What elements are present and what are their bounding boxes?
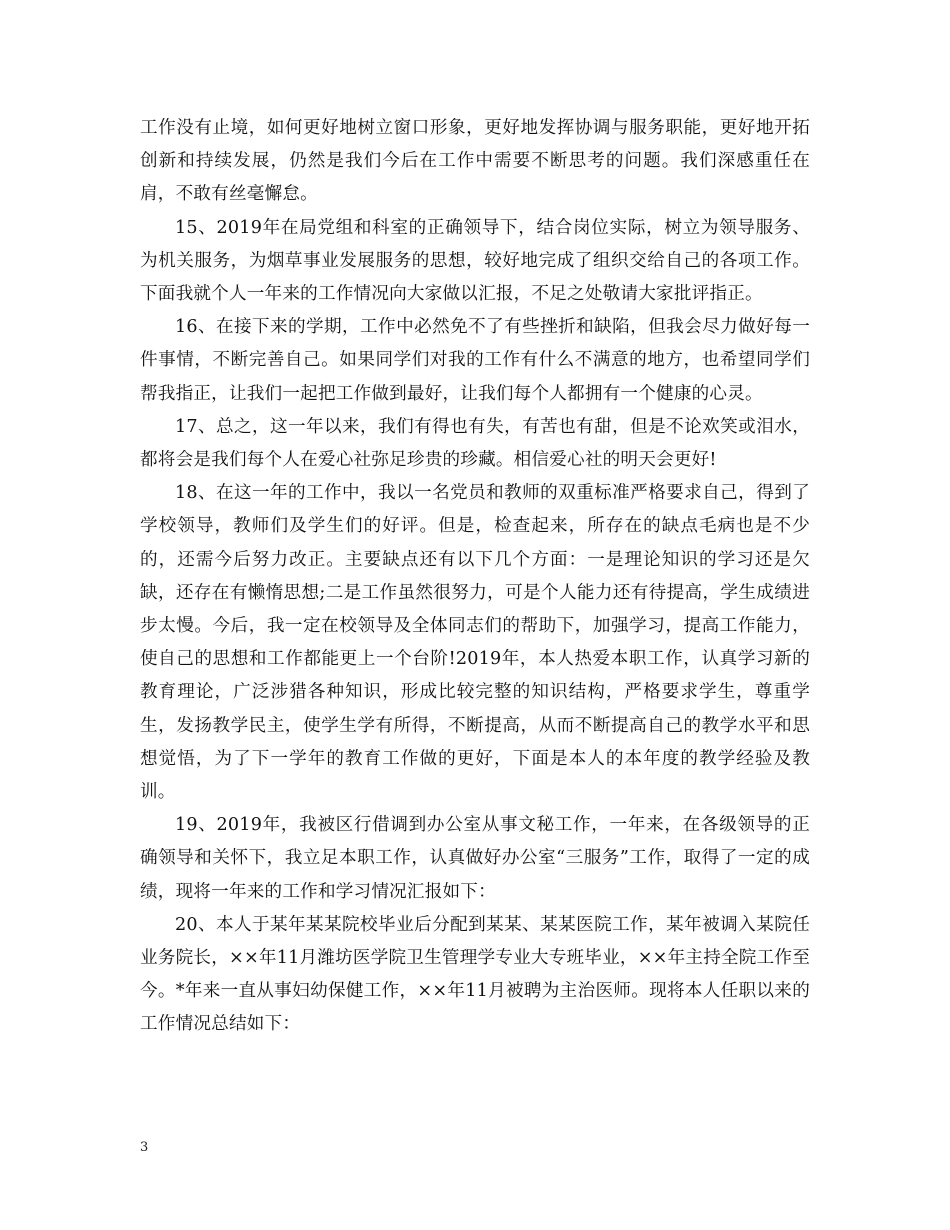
paragraph-continuation: 工作没有止境，如何更好地树立窗口形象，更好地发挥协调与服务职能，更好地开拓创新和持续发展，仍然是我们今后在工作中需要不断思考的问题。我们深感重任在肩，不敢有丝毫懈怠。	[140, 118, 810, 205]
document-body	[140, 112, 810, 1042]
paragraph-18: 18、在这一年的工作中，我以一名党员和教师的双重标准严格要求自己，得到了学校领导，教师们及学生们的好评。但是，检查起来，所存在的缺点毛病也是不少的，还需今后努力改正。主要缺点还有以下几个方面：一是理论知识的学习还是欠缺，还存在有懒惰思想;二是工作虽然很努力，可是个人能力还有待提高，学生成绩进步太慢。今后，我一定在校领导及全体同志们的帮助下，加强学习，提高工作能力，使自己的思想和工作都能更上一个台阶!2019年，本人热爱本职工作，认真学习新的教育理论，广泛涉猎各种知识，形成比较完整的知识结构，严格要求学生，尊重学生，发扬教学民主，使学生学有所得，不断提高，从而不断提高自己的教学水平和思想觉悟，为了下一学年的教育工作做的更好，下面是本人的本年度的教学经验及教训。	[140, 483, 810, 803]
paragraph-19: 19、2019年，我被区行借调到办公室从事文秘工作，一年来，在各级领导的正确领导和关怀下，我立足本职工作，认真做好办公室“三服务”工作，取得了一定的成绩，现将一年来的工作和学习情况汇报如下：	[140, 815, 810, 902]
paragraph-20: 20、本人于某年某某院校毕业后分配到某某、某某医院工作，某年被调入某院任业务院长，××年11月潍坊医学院卫生管理学专业大专班毕业，××年主持全院工作至今。*年来一直从事妇幼保健工作，××年11月被聘为主治医师。现将本人任职以来的工作情况总结如下：	[140, 914, 810, 1035]
paragraph-16: 16、在接下来的学期，工作中必然免不了有些挫折和缺陷，但我会尽力做好每一件事情，不断完善自己。如果同学们对我的工作有什么不满意的地方，也希望同学们帮我指正，让我们一起把工作做到最好，让我们每个人都拥有一个健康的心灵。	[140, 317, 810, 404]
paragraph-15: 15、2019年在局党组和科室的正确领导下，结合岗位实际，树立为领导服务、为机关服务，为烟草事业发展服务的思想，较好地完成了组织交给自己的各项工作。下面我就个人一年来的工作情况向大家做以汇报，不足之处敬请大家批评指正。	[140, 217, 810, 305]
paragraph-17: 17、总之，这一年以来，我们有得也有失，有苦也有甜，但是不论欢笑或泪水，都将会是我们每个人在爱心社弥足珍贵的珍藏。相信爱心社的明天会更好!	[140, 416, 810, 471]
page-number: 3	[140, 1140, 149, 1155]
